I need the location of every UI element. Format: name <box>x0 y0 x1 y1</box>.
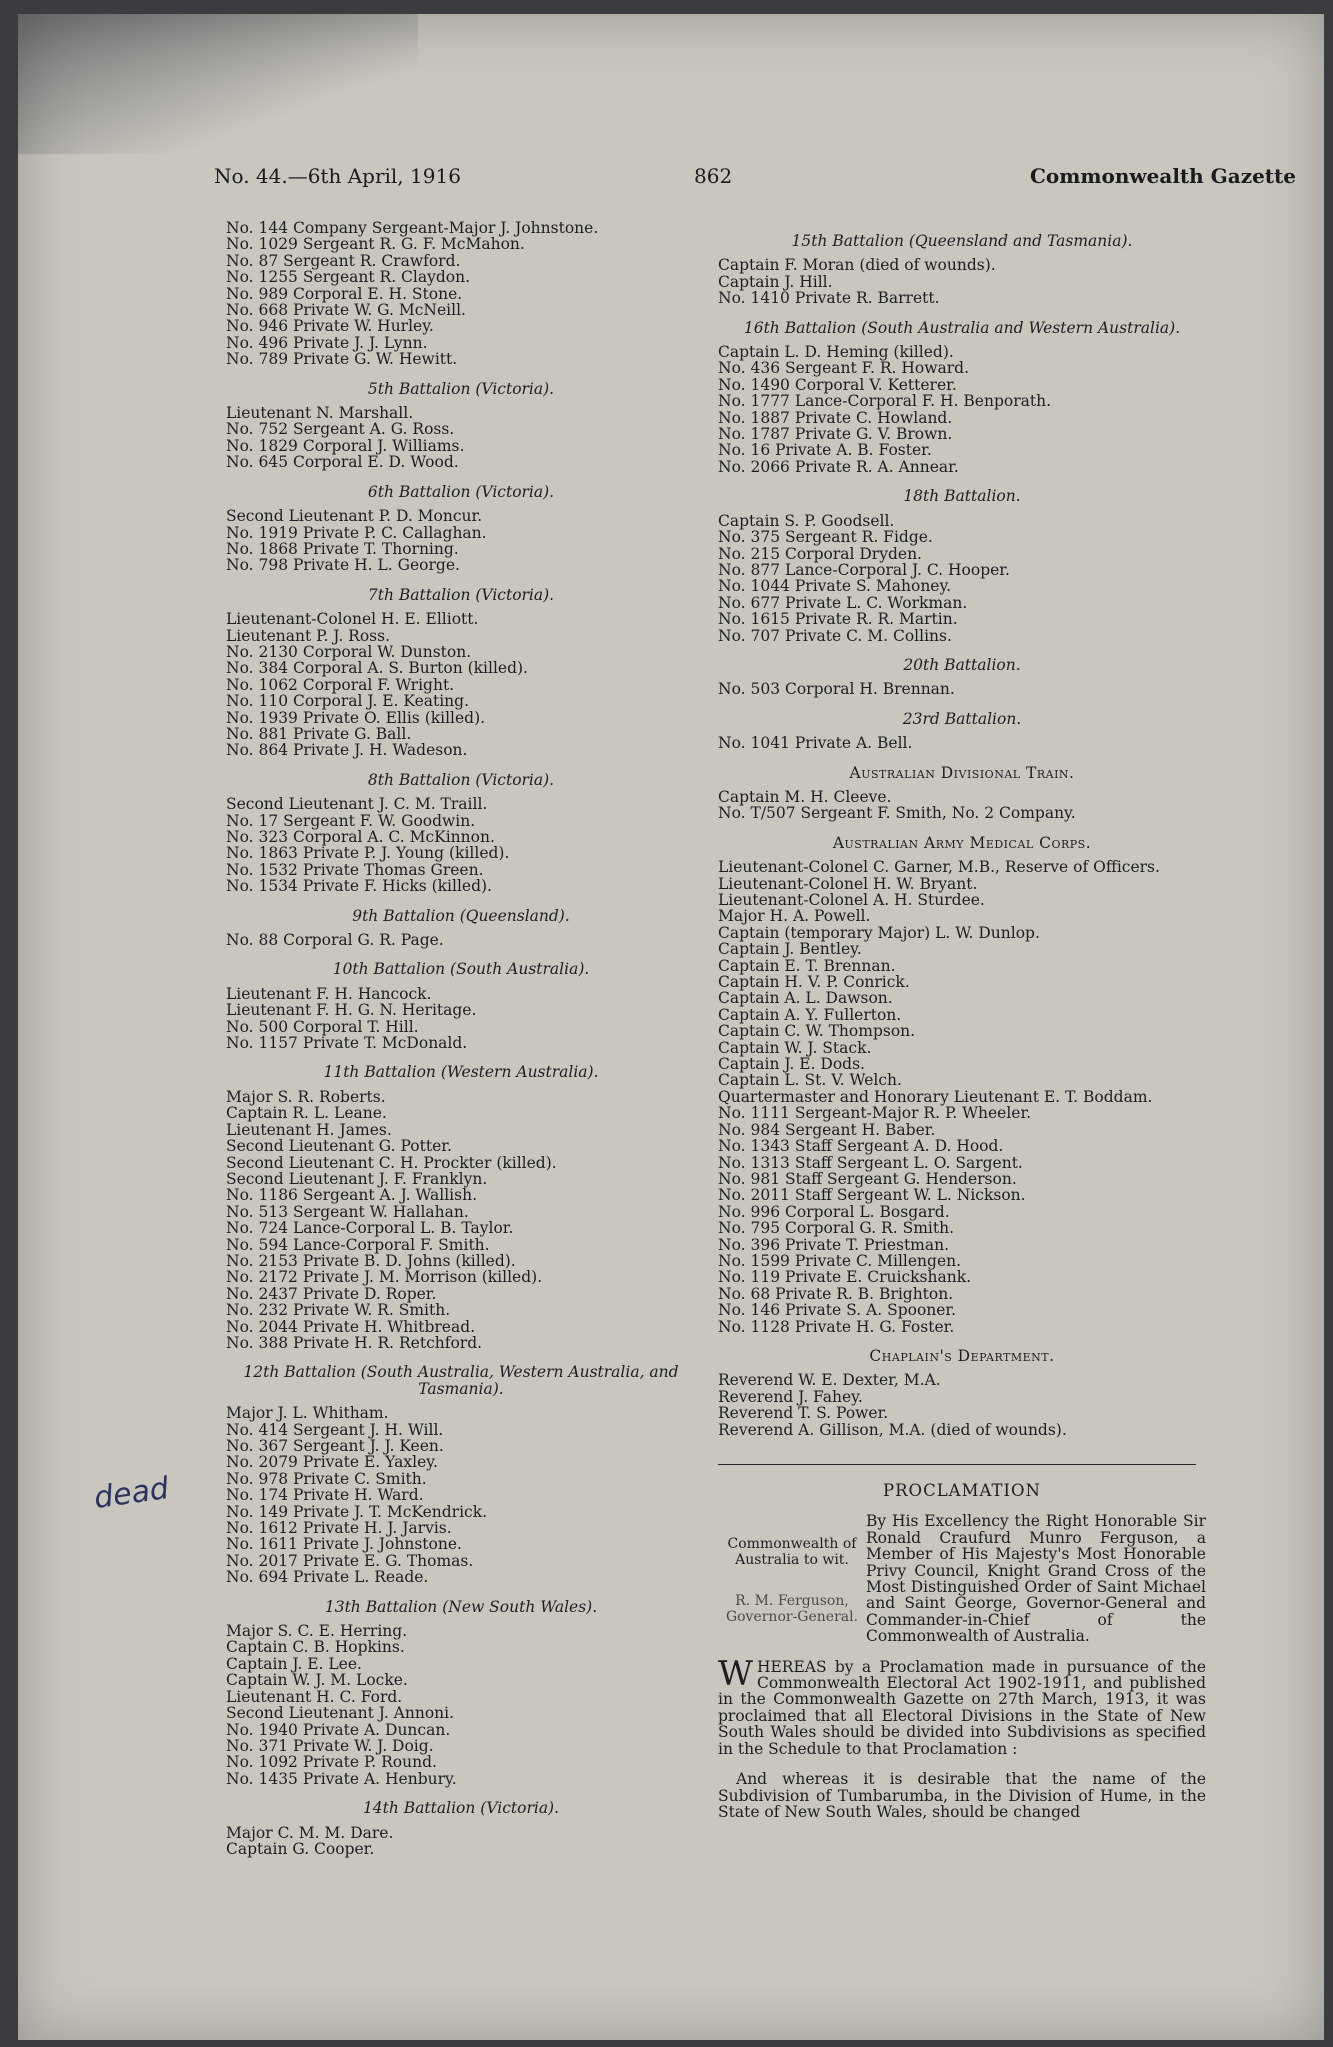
battalion-section <box>226 381 696 471</box>
honour-entry: Captain R. L. Leane. <box>226 1104 387 1123</box>
honour-entry: No. 149 Private J. T. McKendrick. <box>226 1502 488 1521</box>
honour-entry: No. 946 Private W. Hurley. <box>226 317 434 336</box>
battalion-section <box>226 484 696 574</box>
battalion-section <box>226 587 696 759</box>
honour-entry: Second Lieutenant C. H. Prockter (killed). <box>226 1153 557 1172</box>
honour-entry: No. 2017 Private E. G. Thomas. <box>226 1551 474 1570</box>
honour-entry: Captain E. T. Brennan. <box>718 956 896 975</box>
honour-entry: No. 1313 Staff Sergeant L. O. Sargent. <box>718 1153 1023 1172</box>
honour-entry: No. 144 Company Sergeant-Major J. Johnstone. <box>226 219 599 237</box>
honour-entry: No. 396 Private T. Priestman. <box>718 1235 950 1254</box>
honour-entry: No. 1255 Sergeant R. Claydon. <box>226 268 471 287</box>
battalion-section <box>718 1348 1206 1438</box>
honour-entry: No. 989 Corporal E. H. Stone. <box>226 284 463 303</box>
section-heading: Australian Divisional Train. <box>849 763 1075 782</box>
honour-entry: No. 1887 Private C. Howland. <box>718 408 953 427</box>
section-heading: 20th Battalion. <box>903 655 1021 674</box>
publication-title: Commonwealth Gazette <box>1029 164 1296 188</box>
honour-entry: Lieutenant F. H. Hancock. <box>226 984 432 1003</box>
battalion-section <box>226 220 696 368</box>
honour-entry: No. 594 Lance-Corporal F. Smith. <box>226 1235 490 1254</box>
battalion-section <box>718 711 1206 752</box>
honour-entry: Captain A. L. Dawson. <box>718 989 893 1008</box>
honour-entry: No. 1157 Private T. McDonald. <box>226 1034 468 1053</box>
honour-entry: No. 1611 Private J. Johnstone. <box>226 1535 462 1554</box>
honour-entry: Captain J. Bentley. <box>718 940 862 959</box>
honour-entry: No. 388 Private H. R. Retchford. <box>226 1333 483 1352</box>
section-heading: 5th Battalion (Victoria). <box>367 379 555 398</box>
honour-entry: Lieutenant H. James. <box>226 1120 392 1139</box>
honour-entry: No. 1410 Private R. Barrett. <box>718 289 940 308</box>
honour-entry: No. 1041 Private A. Bell. <box>718 734 913 753</box>
honour-entry: Major S. R. Roberts. <box>226 1087 386 1106</box>
battalion-section <box>226 1800 696 1857</box>
honour-entry: Second Lieutenant J. Annoni. <box>226 1704 455 1723</box>
battalion-section <box>226 1599 696 1787</box>
honour-entry: No. 798 Private H. L. George. <box>226 556 460 575</box>
section-heading: 14th Battalion (Victoria). <box>362 1799 560 1818</box>
honour-entry: No. 978 Private C. Smith. <box>226 1469 427 1488</box>
honour-entry: Captain W. J. Stack. <box>718 1038 872 1057</box>
section-heading: 6th Battalion (Victoria). <box>367 482 555 501</box>
honour-entry: Major S. C. E. Herring. <box>226 1622 408 1641</box>
proclamation-paragraph-1 <box>718 1653 1206 1758</box>
section-heading: 8th Battalion (Victoria). <box>367 770 555 789</box>
honour-entry: No. 2066 Private R. A. Annear. <box>718 457 959 476</box>
honour-entry: No. 119 Private E. Cruickshank. <box>718 1268 972 1287</box>
page-header <box>214 164 1296 194</box>
honour-entry: No. 1029 Sergeant R. G. F. McMahon. <box>226 235 525 254</box>
honour-entry: No. 881 Private G. Ball. <box>226 724 412 743</box>
honour-entry: No. 414 Sergeant J. H. Will. <box>226 1420 444 1439</box>
honour-entry: Lieutenant N. Marshall. <box>226 404 414 423</box>
honour-entry: No. 496 Private J. J. Lynn. <box>226 333 428 352</box>
section-heading: 9th Battalion (Queensland). <box>352 906 570 925</box>
section-heading: 10th Battalion (South Australia). <box>332 960 590 979</box>
battalion-section <box>718 765 1206 822</box>
battalion-section <box>226 908 696 949</box>
section-heading: 18th Battalion. <box>903 487 1021 506</box>
honour-entry: No. 16 Private A. B. Foster. <box>718 441 932 460</box>
honour-entry: Lieutenant-Colonel H. E. Elliott. <box>226 610 479 629</box>
honour-entry: No. 503 Corporal H. Brennan. <box>718 680 955 699</box>
proclamation-preamble: By His Excellency the Right Honorable Sir Ronald Craufurd Munro Ferguson, a Member of His Majesty's Most Honorable Privy Council, Knight Grand Cross of the Most Distinguished Order of Saint Michael and Saint George, Governor-General and Commander-in-Chief of the Commonwealth of Australia. <box>866 1512 1206 1646</box>
honour-entry: Captain (temporary Major) L. W. Dunlop. <box>718 923 1040 942</box>
honour-entry: Captain F. Moran (died of wounds). <box>718 256 996 275</box>
honour-entry: No. 1863 Private P. J. Young (killed). <box>226 844 510 863</box>
honour-entry: Captain J. E. Lee. <box>226 1654 362 1673</box>
honour-entry: No. 1940 Private A. Duncan. <box>226 1720 451 1739</box>
honour-entry: No. 1092 Private P. Round. <box>226 1753 437 1772</box>
section-heading: 7th Battalion (Victoria). <box>367 585 555 604</box>
honour-entry: No. 1787 Private G. V. Brown. <box>718 425 953 444</box>
honour-entry: No. 996 Corporal L. Bosgard. <box>718 1202 950 1221</box>
section-heading: 11th Battalion (Western Australia). <box>323 1063 599 1082</box>
honour-entry: No. 789 Private G. W. Hewitt. <box>226 350 458 369</box>
battalion-section <box>226 1364 696 1585</box>
paragraph-2-text: And whereas it is desirable that the name of the Subdivision of Tumbarumba, in the Division of Hume, in the State of New South Wales, should be changed <box>718 1770 1206 1821</box>
honour-entry: Lieutenant-Colonel H. W. Bryant. <box>718 874 978 893</box>
honour-entry: No. 174 Private H. Ward. <box>226 1486 424 1505</box>
honour-entry: Captain C. B. Hopkins. <box>226 1638 405 1657</box>
section-heading: 12th Battalion (South Australia, Western Australia, and Tasmania). <box>243 1363 679 1398</box>
honour-entry: No. 668 Private W. G. McNeill. <box>226 301 466 320</box>
honour-entry: Lieutenant-Colonel A. H. Sturdee. <box>718 891 985 909</box>
jurisdiction-label: Commonwealth of Australia to wit. <box>727 1536 857 1568</box>
drop-cap: W <box>718 1653 753 1694</box>
honour-entry: No. T/507 Sergeant F. Smith, No. 2 Company. <box>718 804 1076 823</box>
honour-entry: No. 677 Private L. C. Workman. <box>718 593 968 612</box>
honour-entry: No. 232 Private W. R. Smith. <box>226 1301 451 1320</box>
honour-entry: Captain L. St. V. Welch. <box>718 1071 902 1090</box>
honour-entry: No. 1534 Private F. Hicks (killed). <box>226 877 492 896</box>
honour-entry: Reverend W. E. Dexter, M.A. <box>718 1371 941 1390</box>
issue-number: No. 44.—6th April, 1916 <box>214 164 461 188</box>
honour-entry: Major H. A. Powell. <box>718 907 871 926</box>
honour-entry: No. 1615 Private R. R. Martin. <box>718 610 958 629</box>
honour-entry: Captain A. Y. Fullerton. <box>718 1005 902 1024</box>
honour-entry: Second Lieutenant J. F. Franklyn. <box>226 1169 488 1188</box>
honour-entry: No. 2437 Private D. Roper. <box>226 1284 437 1303</box>
left-column <box>226 220 696 1857</box>
honour-entry: No. 1111 Sergeant-Major R. P. Wheeler. <box>718 1104 1032 1123</box>
honour-entry: No. 1186 Sergeant A. J. Wallish. <box>226 1186 477 1205</box>
honour-entry: Captain H. V. P. Conrick. <box>718 973 910 992</box>
honour-entry: Second Lieutenant J. C. M. Traill. <box>226 795 488 814</box>
honour-entry: No. 1490 Corporal V. Ketterer. <box>718 375 957 394</box>
honour-entry: Reverend A. Gillison, M.A. (died of wounds). <box>718 1420 1067 1439</box>
honour-entry: Lieutenant-Colonel C. Garner, M.B., Reserve of Officers. <box>718 858 1160 877</box>
honour-entry: No. 1919 Private P. C. Callaghan. <box>226 523 487 542</box>
honour-entry: No. 2011 Staff Sergeant W. L. Nickson. <box>718 1186 1026 1205</box>
honour-entry: Captain J. Hill. <box>718 272 833 291</box>
honour-entry: No. 2153 Private B. D. Johns (killed). <box>226 1251 516 1270</box>
honour-entry: Captain M. H. Cleeve. <box>718 787 892 806</box>
battalion-section <box>718 233 1206 307</box>
honour-entry: No. 795 Corporal G. R. Smith. <box>718 1219 954 1238</box>
honour-entry: No. 2044 Private H. Whitbread. <box>226 1317 476 1336</box>
honour-entry: Quartermaster and Honorary Lieutenant E. T. Boddam. <box>718 1087 1153 1106</box>
honour-entry: Captain J. E. Dods. <box>718 1055 865 1074</box>
honour-entry: No. 981 Staff Sergeant G. Henderson. <box>718 1169 1017 1188</box>
honour-entry: No. 384 Corporal A. S. Burton (killed). <box>226 659 528 678</box>
honour-entry: No. 87 Sergeant R. Crawford. <box>226 251 461 270</box>
honour-entry: No. 323 Corporal A. C. McKinnon. <box>226 828 495 846</box>
honour-entry: No. 877 Lance-Corporal J. C. Hooper. <box>718 560 1010 579</box>
honour-entry: No. 68 Private R. B. Brighton. <box>718 1284 954 1303</box>
honour-entry: No. 110 Corporal J. E. Keating. <box>226 692 470 711</box>
honour-entry: No. 1343 Staff Sergeant A. D. Hood. <box>718 1137 1004 1156</box>
honour-entry: No. 371 Private W. J. Doig. <box>226 1736 434 1755</box>
honour-entry: No. 436 Sergeant F. R. Howard. <box>718 359 969 378</box>
honour-entry: No. 500 Corporal T. Hill. <box>226 1017 419 1036</box>
right-column <box>718 220 1206 1820</box>
honour-entry: No. 375 Sergeant R. Fidge. <box>718 528 933 547</box>
honour-entry: No. 984 Sergeant H. Baber. <box>718 1120 936 1139</box>
honour-entry: No. 1044 Private S. Mahoney. <box>718 577 952 596</box>
honour-entry: No. 1777 Lance-Corporal F. H. Benporath. <box>718 392 1052 411</box>
proclamation-side <box>718 1513 866 1644</box>
handwritten-margin-note: dead <box>91 1470 172 1517</box>
honour-entry: Reverend T. S. Power. <box>718 1404 889 1423</box>
honour-entry: No. 88 Corporal G. R. Page. <box>226 931 444 950</box>
proclamation-paragraph-2 <box>718 1771 1206 1820</box>
honour-entry: Captain W. J. M. Locke. <box>226 1671 408 1690</box>
honour-entry: No. 645 Corporal E. D. Wood. <box>226 453 459 472</box>
battalion-section <box>226 772 696 895</box>
honour-entry: No. 694 Private L. Reade. <box>226 1568 429 1587</box>
honour-entry: No. 2079 Private E. Yaxley. <box>226 1453 438 1472</box>
honour-entry: No. 1435 Private A. Henbury. <box>226 1769 457 1788</box>
gazette-page <box>18 14 1324 2040</box>
battalion-section <box>718 488 1206 644</box>
honour-entry: Second Lieutenant G. Potter. <box>226 1137 452 1156</box>
honour-entry: Major C. M. M. Dare. <box>226 1823 394 1842</box>
honour-entry: Lieutenant F. H. G. N. Heritage. <box>226 1001 477 1020</box>
honour-entry: No. 1612 Private H. J. Jarvis. <box>226 1519 452 1538</box>
section-heading: 23rd Battalion. <box>902 709 1022 728</box>
honour-entry: No. 1939 Private O. Ellis (killed). <box>226 708 486 727</box>
battalion-section <box>226 961 696 1051</box>
battalion-section <box>226 1064 696 1351</box>
battalion-section <box>718 657 1206 698</box>
honour-entry: No. 513 Sergeant W. Hallahan. <box>226 1202 469 1221</box>
honour-entry: No. 146 Private S. A. Spooner. <box>718 1301 957 1320</box>
battalion-section <box>718 320 1206 476</box>
honour-entry: Lieutenant P. J. Ross. <box>226 626 391 645</box>
section-divider <box>718 1464 1196 1465</box>
proclamation-title: PROCLAMATION <box>883 1481 1041 1500</box>
proclamation-block <box>718 1513 1206 1644</box>
honour-entry: No. 752 Sergeant A. G. Ross. <box>226 420 455 439</box>
honour-entry: Lieutenant H. C. Ford. <box>226 1687 403 1706</box>
page-number: 862 <box>694 164 733 188</box>
honour-entry: No. 724 Lance-Corporal L. B. Taylor. <box>226 1219 514 1238</box>
honour-entry: Captain L. D. Heming (killed). <box>718 343 954 362</box>
honour-entry: No. 864 Private J. H. Wadeson. <box>226 741 468 760</box>
honour-entry: No. 215 Corporal Dryden. <box>718 544 922 563</box>
honour-entry: No. 2172 Private J. M. Morrison (killed). <box>226 1268 543 1287</box>
section-heading: 16th Battalion (South Australia and Western Australia). <box>743 318 1181 337</box>
paragraph-1-text: HEREAS by a Proclamation made in pursuance of the Commonwealth Electoral Act 1902-1911, and published in the Commonwealth Gazette on 27th March, 1913, it was proclaimed that all Electoral Divisions in the State of New South Wales should be divided into Subdivisions as specified in the Schedule to that Proclamation : <box>718 1657 1206 1758</box>
honour-entry: No. 1128 Private H. G. Foster. <box>718 1317 955 1336</box>
honour-entry: No. 1599 Private C. Millengen. <box>718 1251 962 1270</box>
section-heading: Australian Army Medical Corps. <box>832 833 1092 852</box>
right-sections <box>718 233 1206 1438</box>
section-heading: Chaplain's Department. <box>869 1346 1055 1365</box>
honour-entry: No. 707 Private C. M. Collins. <box>718 626 952 645</box>
honour-entry: Reverend J. Fahey. <box>718 1387 863 1406</box>
honour-entry: Captain S. P. Goodsell. <box>718 511 895 530</box>
honour-entry: No. 2130 Corporal W. Dunston. <box>226 642 472 661</box>
section-heading: 15th Battalion (Queensland and Tasmania). <box>791 232 1133 250</box>
honour-entry: No. 1829 Corporal J. Williams. <box>226 436 465 455</box>
honour-entry: Captain G. Cooper. <box>226 1839 375 1858</box>
honour-entry: Major J. L. Whitham. <box>226 1404 389 1423</box>
honour-entry: Captain C. W. Thompson. <box>718 1022 916 1041</box>
honour-entry: Second Lieutenant P. D. Moncur. <box>226 507 483 526</box>
section-heading: 13th Battalion (New South Wales). <box>324 1597 598 1616</box>
honour-entry: No. 1868 Private T. Thorning. <box>226 539 459 558</box>
governor-signature: R. M. Ferguson, Governor-General. <box>725 1593 859 1625</box>
honour-entry: No. 1062 Corporal F. Wright. <box>226 675 455 694</box>
honour-entry: No. 367 Sergeant J. J. Keen. <box>226 1437 444 1455</box>
honour-entry: No. 1532 Private Thomas Green. <box>226 860 484 879</box>
battalion-section <box>718 835 1206 1335</box>
honour-entry: No. 17 Sergeant F. W. Goodwin. <box>226 811 476 830</box>
